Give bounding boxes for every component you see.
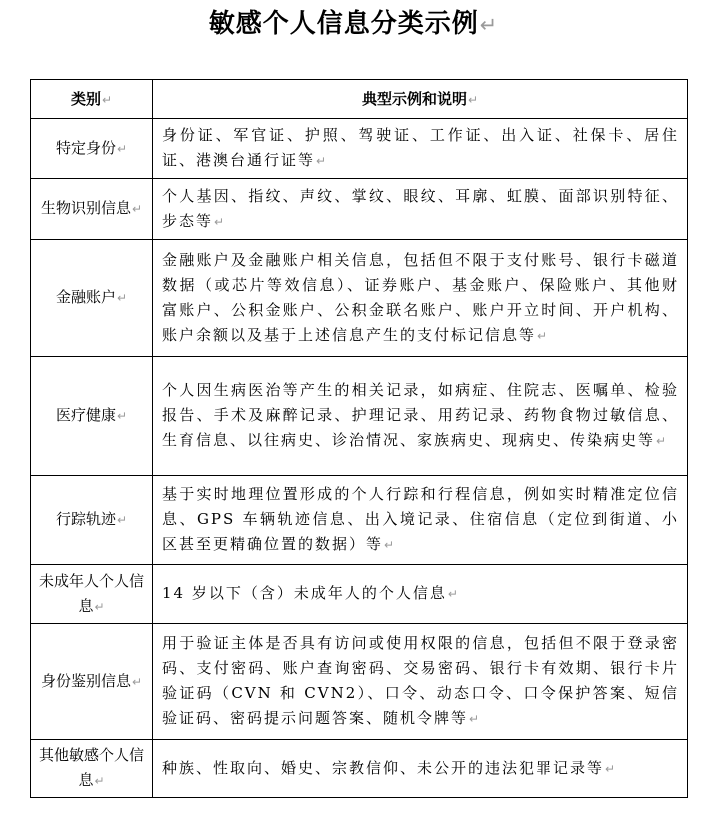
description-cell: 种族、性取向、婚史、宗教信仰、未公开的违法犯罪记录等↵ bbox=[153, 740, 688, 798]
description-cell: 个人因生病医治等产生的相关记录，如病症、住院志、医嘱单、检验报告、手术及麻醉记录、护理记录、用药记录、药物食物过敏信息、生育信息、以往病史、诊治情况、家族病史、现病史、传染病史等↵ bbox=[153, 357, 688, 476]
paragraph-mark-icon: ↵ bbox=[447, 587, 460, 601]
table-row bbox=[31, 565, 688, 624]
paragraph-mark-icon: ↵ bbox=[131, 202, 143, 216]
category-cell: 医疗健康↵ bbox=[31, 357, 153, 476]
paragraph-mark-icon: ↵ bbox=[101, 92, 113, 107]
table-header-row bbox=[31, 80, 688, 119]
category-cell: 生物识别信息↵ bbox=[31, 179, 153, 240]
description-cell: 基于实时地理位置形成的个人行踪和行程信息，例如实时精准定位信息、GPS 车辆轨迹信息、出入境记录、住宿信息（定位到街道、小区甚至更精确位置的数据）等↵ bbox=[153, 476, 688, 565]
paragraph-mark-icon: ↵ bbox=[384, 538, 397, 552]
paragraph-mark-icon: ↵ bbox=[94, 599, 105, 614]
table-row bbox=[31, 740, 688, 798]
category-cell: 身份鉴别信息↵ bbox=[31, 624, 153, 740]
description-cell: 14 岁以下（含）未成年人的个人信息↵ bbox=[153, 565, 688, 624]
paragraph-mark-icon: ↵ bbox=[537, 328, 550, 343]
category-cell: 特定身份↵ bbox=[31, 119, 153, 179]
paragraph-mark-icon: ↵ bbox=[131, 674, 143, 689]
header-description: 典型示例和说明↵ bbox=[153, 80, 688, 119]
category-cell: 行踪轨迹↵ bbox=[31, 476, 153, 565]
description-cell: 个人基因、指纹、声纹、掌纹、眼纹、耳廓、虹膜、面部识别特征、步态等↵ bbox=[153, 179, 688, 240]
category-cell: 其他敏感个人信息↵ bbox=[31, 740, 153, 798]
paragraph-mark-icon: ↵ bbox=[479, 13, 499, 37]
description-cell: 用于验证主体是否具有访问或使用权限的信息，包括但不限于登录密码、支付密码、账户查询密码、交易密码、银行卡有效期、银行卡片验证码（CVN 和 CVN2）、口令、动态口令、口令保护答案、短信验证码、密码提示问题答案、随机令牌等↵ bbox=[153, 624, 688, 740]
paragraph-mark-icon: ↵ bbox=[605, 761, 618, 776]
table-row bbox=[31, 357, 688, 476]
table-row bbox=[31, 179, 688, 240]
paragraph-mark-icon: ↵ bbox=[467, 92, 479, 107]
table-row bbox=[31, 624, 688, 740]
paragraph-mark-icon: ↵ bbox=[656, 434, 669, 448]
paragraph-mark-icon: ↵ bbox=[94, 774, 105, 788]
paragraph-mark-icon: ↵ bbox=[116, 513, 128, 527]
paragraph-mark-icon: ↵ bbox=[316, 154, 329, 168]
category-cell: 金融账户↵ bbox=[31, 240, 153, 357]
header-category: 类别↵ bbox=[31, 80, 153, 119]
sensitive-info-table bbox=[30, 79, 688, 798]
paragraph-mark-icon: ↵ bbox=[116, 141, 128, 156]
table-row bbox=[31, 119, 688, 179]
description-cell: 身份证、军官证、护照、驾驶证、工作证、出入证、社保卡、居住证、港澳台通行证等↵ bbox=[153, 119, 688, 179]
paragraph-mark-icon: ↵ bbox=[469, 712, 482, 726]
description-cell: 金融账户及金融账户相关信息，包括但不限于支付账号、银行卡磁道数据（或芯片等效信息）、证券账户、基金账户、保险账户、其他财富账户、公积金账户、公积金联名账户、账户开立时间、开户机构、账户余额以及基于上述信息产生的支付标记信息等↵ bbox=[153, 240, 688, 357]
paragraph-mark-icon: ↵ bbox=[116, 409, 128, 423]
paragraph-mark-icon: ↵ bbox=[214, 214, 227, 229]
title-text: 敏感个人信息分类示例 bbox=[208, 9, 479, 39]
table-row bbox=[31, 240, 688, 357]
category-cell: 未成年人个人信息↵ bbox=[31, 565, 153, 624]
paragraph-mark-icon: ↵ bbox=[116, 291, 128, 305]
page-title bbox=[0, 4, 707, 45]
table-row bbox=[31, 476, 688, 565]
